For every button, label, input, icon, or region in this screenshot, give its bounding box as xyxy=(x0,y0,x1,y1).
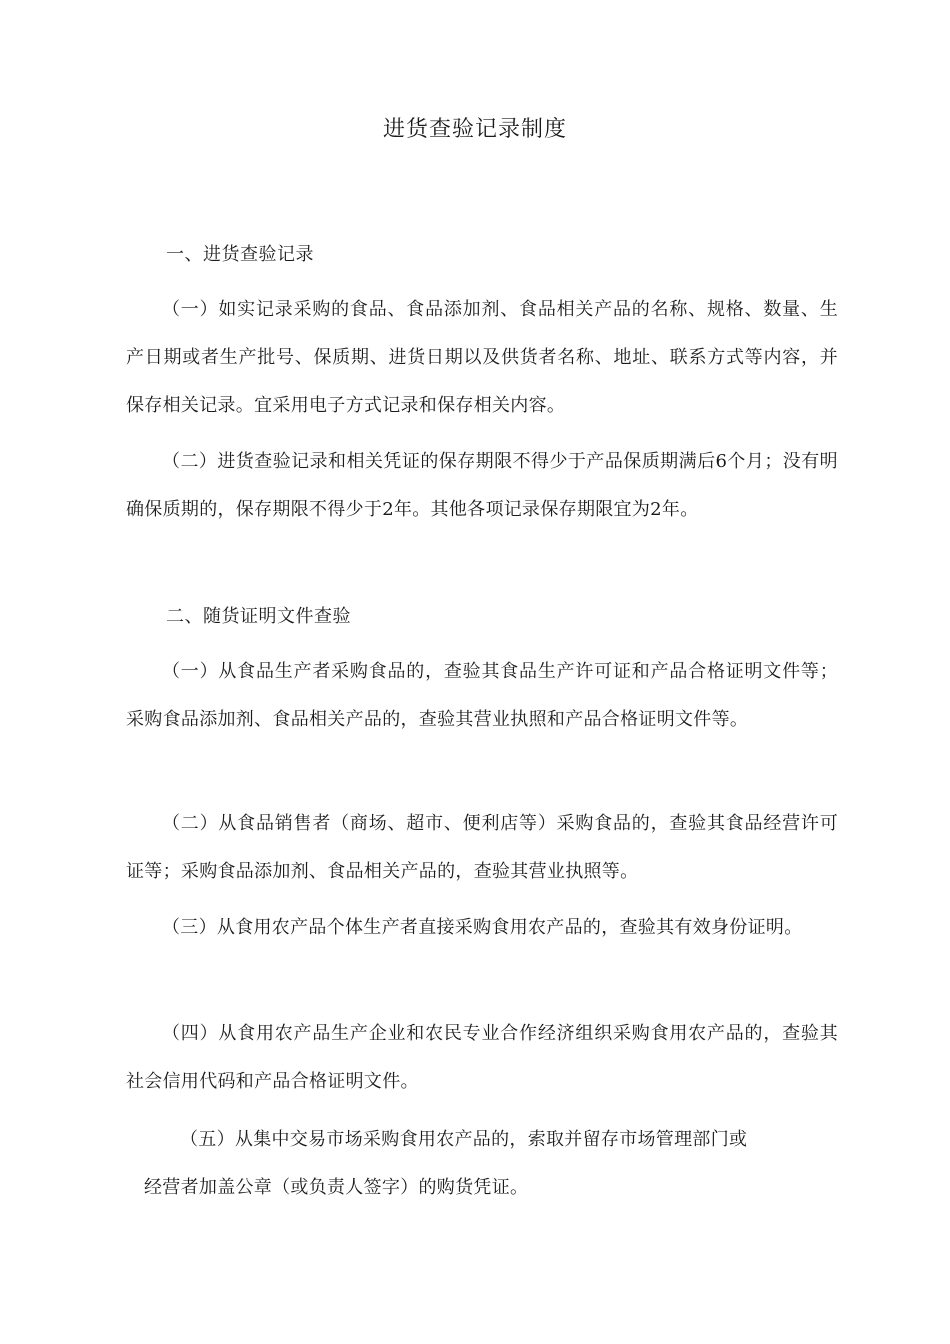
paragraph-2-5-line-1: （五）从集中交易市场采购食用农产品的，索取并留存市场管理部门或 xyxy=(180,1129,748,1150)
paragraph-2-3: （三）从食用农产品个体生产者直接采购食用农产品的，查验其有效身份证明。 xyxy=(162,917,803,938)
paragraph-2-4: （四）从食用农产品生产企业和农民专业合作经济组织采购食用农产品的，查验其社会信用代码和产品合格证明文件。 xyxy=(126,1023,838,1092)
section-heading-1: 一、进货查验记录 xyxy=(166,244,314,265)
paragraph-2-5 xyxy=(126,1116,826,1212)
paragraph-1-2: （二）进货查验记录和相关凭证的保存期限不得少于产品保质期满后6个月；没有明确保质期的，保存期限不得少于2年。其他各项记录保存期限宜为2年。 xyxy=(126,451,838,520)
paragraph-2-5-line-2: 经营者加盖公章（或负责人签字）的购货凭证。 xyxy=(144,1177,529,1198)
document-title: 进货查验记录制度 xyxy=(382,117,567,142)
paragraph-2-2: （二）从食品销售者（商场、超市、便利店等）采购食品的，查验其食品经营许可证等；采购食品添加剂、食品相关产品的，查验其营业执照等。 xyxy=(126,813,838,882)
paragraph-1-1: （一）如实记录采购的食品、食品添加剂、食品相关产品的名称、规格、数量、生产日期或者生产批号、保质期、进货日期以及供货者名称、地址、联系方式等内容，并保存相关记录。宜采用电子方式记录和保存相关内容。 xyxy=(126,299,838,416)
paragraph-2-1: （一）从食品生产者采购食品的，查验其食品生产许可证和产品合格证明文件等；采购食品添加剂、食品相关产品的，查验其营业执照和产品合格证明文件等。 xyxy=(126,661,838,730)
section-heading-2: 二、随货证明文件查验 xyxy=(166,606,351,627)
